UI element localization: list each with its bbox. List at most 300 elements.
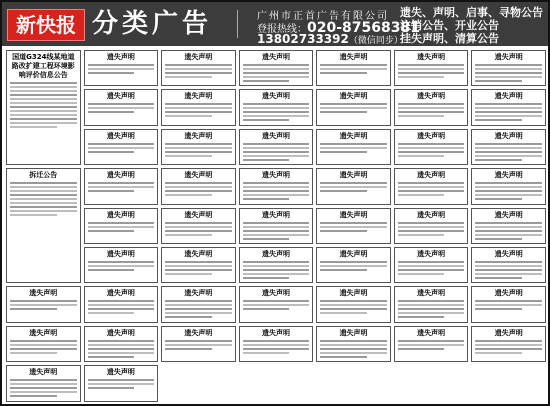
text-line bbox=[10, 186, 77, 188]
text-line bbox=[165, 64, 232, 66]
text-line bbox=[10, 348, 77, 350]
text-line bbox=[10, 90, 77, 92]
text-line bbox=[475, 72, 542, 74]
text-line bbox=[320, 151, 367, 153]
text-line bbox=[243, 269, 310, 271]
text-line bbox=[88, 352, 155, 354]
text-line bbox=[10, 106, 77, 108]
text-line bbox=[165, 269, 232, 271]
text-line bbox=[320, 186, 387, 188]
listing-title: 遗失声明 bbox=[261, 328, 290, 337]
listing-cell bbox=[394, 129, 469, 165]
notice-title: 国道G324线某地道路改扩建工程环境影响评价信息公告 bbox=[11, 53, 75, 79]
text-line bbox=[88, 356, 135, 358]
text-line bbox=[398, 269, 465, 271]
listing-cell bbox=[161, 50, 236, 86]
text-line bbox=[475, 111, 542, 113]
text-line bbox=[88, 348, 155, 350]
text-line bbox=[10, 206, 77, 208]
text-line bbox=[243, 198, 290, 200]
listing-cell bbox=[239, 326, 314, 362]
listing-cell bbox=[239, 286, 314, 322]
listing-title: 遗失声明 bbox=[494, 210, 523, 219]
listing-title: 遗失声明 bbox=[417, 289, 446, 298]
text-line bbox=[398, 194, 445, 196]
text-line bbox=[320, 72, 367, 74]
listing-title: 遗失声明 bbox=[261, 289, 290, 298]
hotline-number: 020-87568381 bbox=[307, 20, 420, 36]
listing-title: 遗失声明 bbox=[261, 249, 290, 258]
text-line bbox=[398, 186, 465, 188]
text-line bbox=[398, 76, 445, 78]
listing-title: 遗失声明 bbox=[106, 171, 135, 180]
text-line bbox=[165, 316, 212, 318]
text-line bbox=[243, 226, 310, 228]
page-title: 分类广告 bbox=[92, 9, 213, 39]
listing-cell bbox=[471, 89, 546, 125]
text-line bbox=[398, 182, 465, 184]
text-line bbox=[165, 182, 232, 184]
text-line bbox=[320, 312, 367, 314]
listings-grid bbox=[6, 50, 546, 402]
text-line bbox=[398, 308, 465, 310]
text-line bbox=[475, 194, 542, 196]
listing-title: 遗失声明 bbox=[29, 289, 58, 298]
listing-cell bbox=[394, 89, 469, 125]
listing-cell bbox=[161, 247, 236, 283]
text-line bbox=[320, 103, 387, 105]
listing-cell bbox=[239, 50, 314, 86]
text-line bbox=[243, 119, 290, 121]
text-line bbox=[165, 348, 212, 350]
feature-notice bbox=[6, 50, 81, 165]
text-line bbox=[10, 126, 57, 128]
mobile-number bbox=[257, 32, 403, 46]
listing-title: 遗失声明 bbox=[106, 328, 135, 337]
text-line bbox=[475, 234, 542, 236]
listing-title: 遗失声明 bbox=[494, 249, 523, 258]
text-line bbox=[165, 261, 232, 263]
listing-title: 遗失声明 bbox=[417, 249, 446, 258]
text-line bbox=[243, 300, 310, 302]
text-line bbox=[88, 300, 155, 302]
text-line bbox=[475, 190, 542, 192]
text-line bbox=[320, 340, 387, 342]
text-line bbox=[165, 304, 232, 306]
listing-cell bbox=[316, 326, 391, 362]
text-line bbox=[398, 64, 465, 66]
text-line bbox=[475, 222, 542, 224]
listing-title: 遗失声明 bbox=[417, 210, 446, 219]
listing-cell bbox=[394, 247, 469, 283]
text-line bbox=[243, 234, 310, 236]
text-line bbox=[475, 344, 542, 346]
text-line bbox=[475, 107, 542, 109]
listing-title: 遗失声明 bbox=[184, 289, 213, 298]
listing-title: 遗失声明 bbox=[261, 171, 290, 180]
text-line bbox=[475, 147, 542, 149]
text-line bbox=[398, 340, 465, 342]
text-line bbox=[243, 340, 310, 342]
text-line bbox=[10, 352, 57, 354]
listing-title: 遗失声明 bbox=[339, 171, 368, 180]
text-line bbox=[88, 222, 155, 224]
text-line bbox=[475, 186, 542, 188]
text-line bbox=[10, 344, 77, 346]
text-line bbox=[165, 222, 232, 224]
text-line bbox=[243, 352, 290, 354]
text-line bbox=[165, 111, 232, 113]
text-line bbox=[165, 312, 232, 314]
listing-cell bbox=[394, 286, 469, 322]
text-line bbox=[10, 198, 77, 200]
listing-cell bbox=[394, 50, 469, 86]
text-line bbox=[398, 143, 465, 145]
text-line bbox=[475, 159, 522, 161]
text-line bbox=[88, 340, 155, 342]
text-line bbox=[10, 387, 77, 389]
listing-cell bbox=[394, 326, 469, 362]
text-line bbox=[475, 238, 522, 240]
text-line bbox=[320, 111, 367, 113]
listing-cell bbox=[6, 286, 81, 322]
text-line bbox=[320, 68, 387, 70]
listing-title: 遗失声明 bbox=[339, 249, 368, 258]
listing-title: 遗失声明 bbox=[339, 289, 368, 298]
newspaper-logo: 新快报 bbox=[7, 9, 85, 41]
text-line bbox=[10, 383, 77, 385]
listing-cell bbox=[84, 286, 159, 322]
listing-title: 遗失声明 bbox=[106, 289, 135, 298]
listing-title: 遗失声明 bbox=[184, 131, 213, 140]
listing-cell bbox=[471, 168, 546, 204]
text-line bbox=[88, 190, 135, 192]
hotline-label: 登报热线： bbox=[257, 24, 307, 35]
text-line bbox=[475, 277, 522, 279]
text-line bbox=[320, 182, 387, 184]
text-line bbox=[398, 103, 465, 105]
text-line bbox=[88, 261, 155, 263]
text-line bbox=[398, 111, 465, 113]
listing-title: 遗失声明 bbox=[261, 92, 290, 101]
listing-cell bbox=[84, 50, 159, 86]
listing-cell bbox=[239, 208, 314, 244]
text-line bbox=[165, 308, 232, 310]
text-line bbox=[165, 72, 232, 74]
text-line bbox=[88, 226, 155, 228]
text-line bbox=[165, 76, 212, 78]
text-line bbox=[165, 107, 232, 109]
text-line bbox=[398, 348, 445, 350]
listing-cell bbox=[84, 208, 159, 244]
listing-cell bbox=[471, 208, 546, 244]
text-line bbox=[88, 186, 155, 188]
listing-title: 遗失声明 bbox=[106, 210, 135, 219]
text-line bbox=[475, 155, 542, 157]
listing-title: 遗失声明 bbox=[184, 53, 213, 61]
text-line bbox=[475, 348, 542, 350]
text-line bbox=[165, 194, 212, 196]
text-line bbox=[165, 103, 232, 105]
listing-cell bbox=[161, 326, 236, 362]
listing-title: 遗失声明 bbox=[417, 131, 446, 140]
text-line bbox=[88, 72, 135, 74]
listing-title: 遗失声明 bbox=[106, 368, 135, 376]
text-line bbox=[320, 107, 387, 109]
text-line bbox=[475, 352, 522, 354]
text-line bbox=[398, 147, 465, 149]
listing-title: 遗失声明 bbox=[339, 92, 368, 101]
listing-title: 遗失声明 bbox=[261, 210, 290, 219]
text-line bbox=[10, 82, 77, 84]
text-line bbox=[398, 107, 465, 109]
text-line bbox=[88, 308, 155, 310]
text-line bbox=[398, 115, 445, 117]
text-line bbox=[88, 151, 135, 153]
text-line bbox=[475, 340, 542, 342]
listing-cell bbox=[239, 89, 314, 125]
listing-title: 遗失声明 bbox=[339, 210, 368, 219]
text-line bbox=[398, 155, 445, 157]
text-line bbox=[320, 348, 387, 350]
text-line bbox=[165, 68, 232, 70]
company-name: 广州市正首广告有限公司 bbox=[257, 11, 389, 22]
text-line bbox=[475, 300, 542, 302]
listing-cell bbox=[316, 208, 391, 244]
text-line bbox=[88, 383, 155, 385]
text-line bbox=[88, 312, 135, 314]
text-line bbox=[243, 80, 290, 82]
text-line bbox=[243, 261, 310, 263]
text-line bbox=[243, 147, 310, 149]
listing-title: 遗失声明 bbox=[494, 289, 523, 298]
text-line bbox=[243, 115, 310, 117]
text-line bbox=[165, 151, 232, 153]
text-line bbox=[243, 344, 310, 346]
text-line bbox=[475, 115, 542, 117]
listing-title: 遗失声明 bbox=[106, 249, 135, 258]
text-line bbox=[243, 155, 310, 157]
text-line bbox=[475, 198, 522, 200]
text-line bbox=[243, 273, 310, 275]
text-line bbox=[320, 304, 387, 306]
listing-title: 遗失声明 bbox=[494, 328, 523, 337]
text-line bbox=[475, 143, 542, 145]
ad-categories bbox=[400, 6, 543, 45]
text-line bbox=[320, 147, 387, 149]
listing-cell bbox=[84, 326, 159, 362]
listing-title: 遗失声明 bbox=[417, 92, 446, 101]
text-line bbox=[165, 340, 232, 342]
text-line bbox=[88, 111, 135, 113]
text-line bbox=[88, 182, 155, 184]
text-line bbox=[10, 122, 77, 124]
listing-cell bbox=[161, 89, 236, 125]
text-line bbox=[243, 265, 310, 267]
text-line bbox=[475, 261, 542, 263]
text-line bbox=[320, 226, 387, 228]
listing-title: 遗失声明 bbox=[494, 53, 523, 61]
text-line bbox=[88, 64, 155, 66]
text-line bbox=[10, 94, 77, 96]
text-line bbox=[475, 76, 542, 78]
text-line bbox=[475, 273, 542, 275]
text-line bbox=[243, 143, 310, 145]
text-line bbox=[243, 76, 310, 78]
category-line: 遗失、声明、启事、寻物公告 bbox=[400, 6, 543, 19]
listing-cell bbox=[84, 129, 159, 165]
listing-title: 遗失声明 bbox=[184, 249, 213, 258]
text-line bbox=[10, 86, 77, 88]
text-line bbox=[10, 395, 57, 397]
text-line bbox=[243, 308, 290, 310]
text-line bbox=[10, 102, 77, 104]
text-line bbox=[475, 304, 542, 306]
text-line bbox=[475, 182, 542, 184]
text-line bbox=[320, 143, 387, 145]
listing-title: 遗失声明 bbox=[184, 210, 213, 219]
text-line bbox=[243, 159, 290, 161]
text-line bbox=[320, 190, 367, 192]
listing-cell bbox=[84, 247, 159, 283]
text-line bbox=[88, 230, 135, 232]
text-line bbox=[475, 68, 542, 70]
listing-title: 遗失声明 bbox=[29, 328, 58, 337]
category-line: 挂失声明、清算公告 bbox=[400, 32, 499, 45]
text-line bbox=[243, 277, 290, 279]
text-line bbox=[88, 379, 155, 381]
header-banner bbox=[2, 2, 548, 46]
text-line bbox=[10, 308, 57, 310]
text-line bbox=[398, 265, 465, 267]
text-line bbox=[10, 118, 77, 120]
text-line bbox=[475, 269, 542, 271]
listing-cell bbox=[471, 129, 546, 165]
text-line bbox=[165, 147, 232, 149]
text-line bbox=[398, 226, 465, 228]
text-line bbox=[475, 226, 542, 228]
listing-cell bbox=[316, 286, 391, 322]
text-line bbox=[10, 114, 77, 116]
text-line bbox=[243, 182, 310, 184]
text-line bbox=[320, 352, 387, 354]
listing-cell bbox=[239, 247, 314, 283]
text-line bbox=[88, 143, 155, 145]
text-line bbox=[165, 190, 232, 192]
listing-cell bbox=[471, 286, 546, 322]
text-line bbox=[10, 304, 77, 306]
mobile-number-text: 13802733392 bbox=[257, 32, 349, 46]
listing-cell bbox=[316, 168, 391, 204]
listing-cell bbox=[394, 208, 469, 244]
text-line bbox=[398, 72, 465, 74]
text-line bbox=[10, 379, 77, 381]
text-line bbox=[165, 226, 232, 228]
text-line bbox=[320, 222, 387, 224]
listing-cell bbox=[239, 168, 314, 204]
text-line bbox=[88, 147, 155, 149]
text-line bbox=[475, 103, 542, 105]
text-line bbox=[243, 72, 310, 74]
text-line bbox=[243, 107, 310, 109]
text-line bbox=[398, 230, 465, 232]
text-line bbox=[165, 273, 212, 275]
listing-cell bbox=[6, 365, 81, 402]
text-line bbox=[10, 98, 77, 100]
text-line bbox=[10, 214, 57, 216]
text-line bbox=[165, 234, 212, 236]
text-line bbox=[398, 234, 445, 236]
listing-title: 遗失声明 bbox=[261, 131, 290, 140]
listing-cell bbox=[471, 50, 546, 86]
text-line bbox=[243, 348, 310, 350]
text-line bbox=[165, 143, 232, 145]
listing-cell bbox=[471, 326, 546, 362]
text-line bbox=[165, 115, 212, 117]
text-line bbox=[243, 68, 310, 70]
text-line bbox=[88, 304, 155, 306]
text-line bbox=[243, 186, 310, 188]
text-line bbox=[398, 312, 465, 314]
text-line bbox=[398, 222, 465, 224]
text-line bbox=[88, 344, 155, 346]
text-line bbox=[475, 64, 542, 66]
notice-title: 拆迁公告 bbox=[29, 171, 58, 180]
text-line bbox=[10, 190, 77, 192]
text-line bbox=[243, 151, 310, 153]
text-line bbox=[165, 300, 232, 302]
listing-title: 遗失声明 bbox=[494, 131, 523, 140]
text-line bbox=[320, 344, 387, 346]
listing-title: 遗失声明 bbox=[417, 171, 446, 180]
text-line bbox=[88, 265, 155, 267]
text-line bbox=[88, 103, 155, 105]
listing-title: 遗失声明 bbox=[184, 171, 213, 180]
text-line bbox=[10, 391, 77, 393]
text-line bbox=[243, 194, 310, 196]
listing-cell bbox=[161, 129, 236, 165]
listing-title: 遗失声明 bbox=[106, 92, 135, 101]
listing-cell bbox=[394, 168, 469, 204]
listing-title: 遗失声明 bbox=[339, 328, 368, 337]
text-line bbox=[320, 300, 387, 302]
text-line bbox=[243, 190, 310, 192]
text-line bbox=[398, 273, 445, 275]
text-line bbox=[320, 64, 387, 66]
listing-cell bbox=[84, 365, 159, 402]
text-line bbox=[398, 304, 465, 306]
text-line bbox=[88, 107, 155, 109]
text-line bbox=[88, 269, 135, 271]
listing-cell bbox=[316, 247, 391, 283]
text-line bbox=[398, 151, 465, 153]
text-line bbox=[165, 155, 212, 157]
listing-title: 遗失声明 bbox=[106, 53, 135, 61]
listing-title: 遗失声明 bbox=[106, 131, 135, 140]
listing-title: 遗失声明 bbox=[494, 92, 523, 101]
listing-title: 遗失声明 bbox=[184, 328, 213, 337]
text-line bbox=[10, 182, 77, 184]
text-line bbox=[475, 80, 522, 82]
listing-title: 遗失声明 bbox=[339, 53, 368, 61]
text-line bbox=[165, 230, 232, 232]
listing-title: 遗失声明 bbox=[494, 171, 523, 180]
listing-cell bbox=[239, 129, 314, 165]
listing-cell bbox=[316, 89, 391, 125]
text-line bbox=[243, 111, 310, 113]
listing-cell bbox=[161, 168, 236, 204]
category-line: 注销公告、开业公告 bbox=[400, 19, 499, 32]
